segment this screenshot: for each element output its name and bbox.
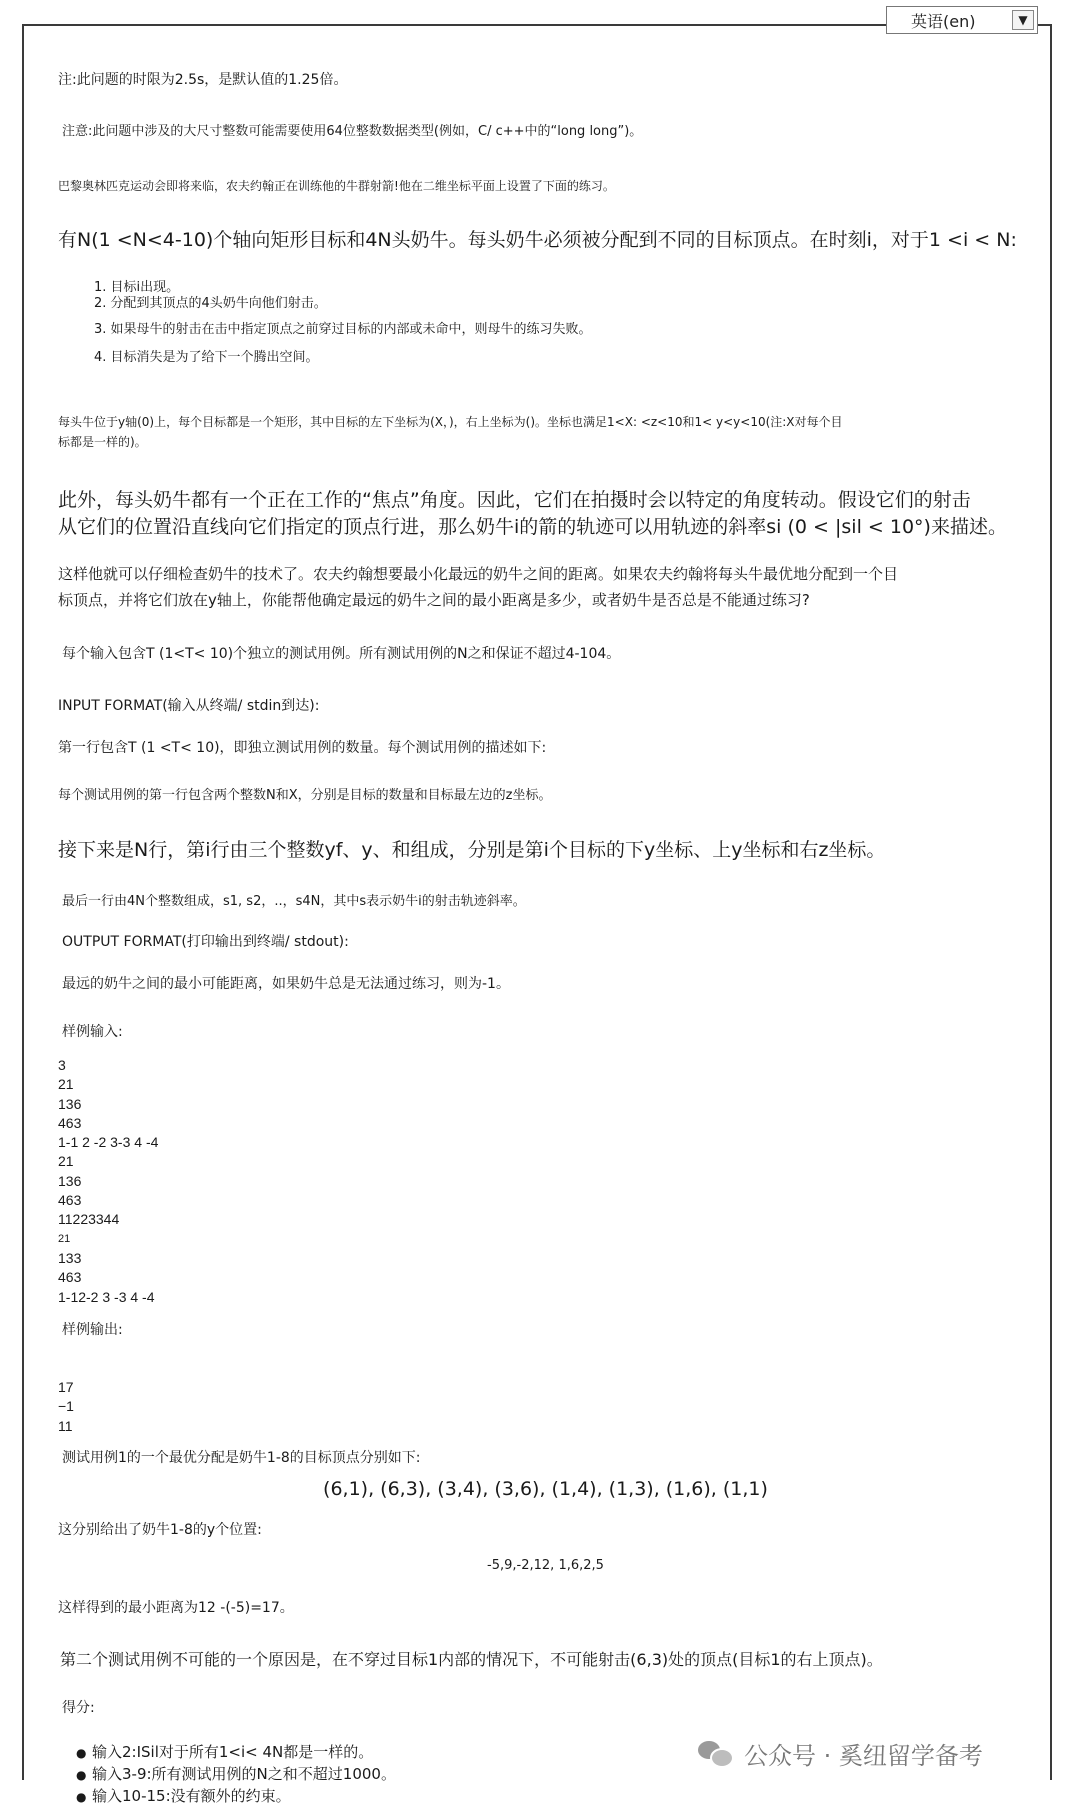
output-format-line1: 最远的奶牛之间的最小可能距离，如果奶牛总是无法通过练习，则为-1。 — [62, 976, 510, 992]
positions-text-2: 标都是一样的)。 — [58, 435, 147, 449]
explanation-line4: 第二个测试用例不可能的一个原因是，在不穿过目标1内部的情况下，不可能射击(6,3)处的顶点(目标1的右上顶点)。 — [60, 1650, 883, 1669]
step-list — [94, 278, 592, 365]
positions-text-1: 每头牛位于y轴(0)上，每个目标都是一个矩形，其中目标的左下坐标为(X，)，右上坐标为()。坐标也满足1<X: <z<10和1< y<y<10(注:X对每个目 — [58, 415, 843, 429]
sample-output-label: 样例输出: — [62, 1322, 123, 1338]
sample-input-line: 21 — [58, 1232, 71, 1245]
focus-text-2: 从它们的位置沿直线向它们指定的顶点行进，那么奶牛i的箭的轨迹可以用轨迹的斜率si (0 < |sil < 10°)来描述。 — [58, 516, 1007, 538]
sample-input-line: 463 — [58, 1192, 82, 1209]
scoring-item — [76, 1786, 396, 1808]
bullet-icon: ● — [76, 1768, 87, 1782]
wechat-icon — [698, 1739, 732, 1767]
sample-input-line: 133 — [58, 1249, 82, 1266]
scoring-item-text: 输入3-9:所有测试用例的N之和不超过1000。 — [92, 1765, 396, 1783]
explanation-vertices: (6,1), (6,3), (3,4), (3,6), (1,4), (1,3), (1,6), (1,1) — [323, 1478, 768, 1500]
bullet-icon: ● — [76, 1746, 87, 1760]
sample-input-line: 1-1 2 -2 3-3 4 -4 — [58, 1134, 159, 1151]
language-select-value: 英语(en) — [911, 11, 976, 31]
step-item: 4. 目标消失是为了给下一个腾出空间。 — [94, 350, 319, 365]
time-limit-note: 注:此问题的时限为2.5s，是默认值的1.25倍。 — [58, 72, 348, 88]
step-item: 1. 目标i出现。 — [94, 280, 180, 295]
input-format-line4: 最后一行由4N个整数组成，s1, s2，..，s4N，其中s表示奶牛i的射击轨迹斜率。 — [62, 894, 526, 909]
scoring-item — [76, 1764, 396, 1786]
explanation-positions: -5,9,-2,12, 1,6,2,5 — [487, 1558, 604, 1573]
bullet-icon: ● — [76, 1790, 87, 1804]
watermark-text: 公众号 · 奚纽留学备考 — [744, 1741, 983, 1770]
explanation-line2: 这分别给出了奶牛1-8的y个位置: — [58, 1522, 262, 1538]
input-format-line3: 接下来是N行，第i行由三个整数yf、y、和组成，分别是第i个目标的下y坐标、上y坐标和右z坐标。 — [58, 839, 886, 861]
sample-input-line: 463 — [58, 1114, 82, 1131]
goal-text-1: 这样他就可以仔细检查奶牛的技术了。农夫约翰想要最小化最远的奶牛之间的距离。如果农夫约翰将每头牛最优地分配到一个目 — [58, 565, 899, 583]
int64-note: 注意:此问题中涉及的大尺寸整数可能需要使用64位整数数据类型(例如，C/ c++中的“long long”)。 — [62, 124, 643, 139]
input-format-heading: INPUT FORMAT(输入从终端/ stdin到达): — [58, 698, 320, 714]
scoring-item-text: 输入2:ISil对于所有1<i< 4N都是一样的。 — [92, 1743, 374, 1761]
sample-output-line: 11 — [58, 1417, 73, 1434]
sample-output-block — [58, 1378, 74, 1436]
sample-input-line: 11223344 — [58, 1211, 120, 1228]
problem-setup: 有N(1 <N<4-10)个轴向矩形目标和4N头奶牛。每头奶牛必须被分配到不同的目标顶点。在时刻i，对于1 <i < N: — [58, 229, 1017, 251]
explanation-line3: 这样得到的最小距离为12 -(-5)=17。 — [58, 1600, 294, 1616]
chevron-down-icon[interactable]: ▼ — [1012, 10, 1034, 30]
sample-input-line: 136 — [58, 1095, 82, 1112]
scoring-list — [76, 1742, 396, 1808]
goal-text-2: 标顶点，并将它们放在y轴上，你能帮他确定最远的奶牛之间的最小距离是多少，或者奶牛是否总是不能通过练习? — [58, 591, 810, 609]
step-item: 2. 分配到其顶点的4头奶牛向他们射击。 — [94, 296, 327, 311]
scoring-label: 得分: — [62, 1700, 95, 1716]
sample-output-line: −1 — [58, 1398, 74, 1415]
problem-page — [22, 24, 1052, 1805]
step-item: 3. 如果母牛的射击在击中指定顶点之前穿过目标的内部或未命中，则母牛的练习失败。 — [94, 322, 592, 337]
language-select[interactable] — [886, 6, 1038, 34]
watermark — [698, 1735, 983, 1771]
sample-input-line: 463 — [58, 1269, 82, 1286]
sample-input-line: 3 — [58, 1057, 66, 1073]
output-format-heading: OUTPUT FORMAT(打印输出到终端/ stdout): — [62, 934, 349, 950]
tests-note: 每个输入包含T (1<T< 10)个独立的测试用例。所有测试用例的N之和保证不超过4-104。 — [62, 646, 621, 662]
sample-input-label: 样例输入: — [62, 1024, 123, 1040]
scoring-item — [76, 1742, 396, 1764]
explanation-line1: 测试用例1的一个最优分配是奶牛1-8的目标顶点分别如下: — [62, 1450, 421, 1466]
focus-text-1: 此外，每头奶牛都有一个正在工作的“焦点”角度。因此，它们在拍摄时会以特定的角度转动。假设它们的射击 — [58, 489, 971, 511]
scoring-item-text: 输入10-15:没有额外的约束。 — [92, 1787, 291, 1805]
input-format-line1: 第一行包含T (1 <T< 10)，即独立测试用例的数量。每个测试用例的描述如下: — [58, 740, 547, 756]
problem-intro: 巴黎奥林匹克运动会即将来临，农夫约翰正在训练他的牛群射箭!他在二维坐标平面上设置了下面的练习。 — [58, 179, 615, 193]
sample-input-line: 21 — [58, 1076, 74, 1093]
sample-output-line: 17 — [58, 1379, 74, 1395]
sample-input-block — [58, 1056, 158, 1307]
sample-input-line: 21 — [58, 1153, 74, 1170]
sample-input-line: 136 — [58, 1172, 82, 1189]
input-format-line2: 每个测试用例的第一行包含两个整数N和X，分别是目标的数量和目标最左边的z坐标。 — [58, 788, 552, 803]
sample-input-line: 1-12-2 3 -3 4 -4 — [58, 1288, 155, 1305]
